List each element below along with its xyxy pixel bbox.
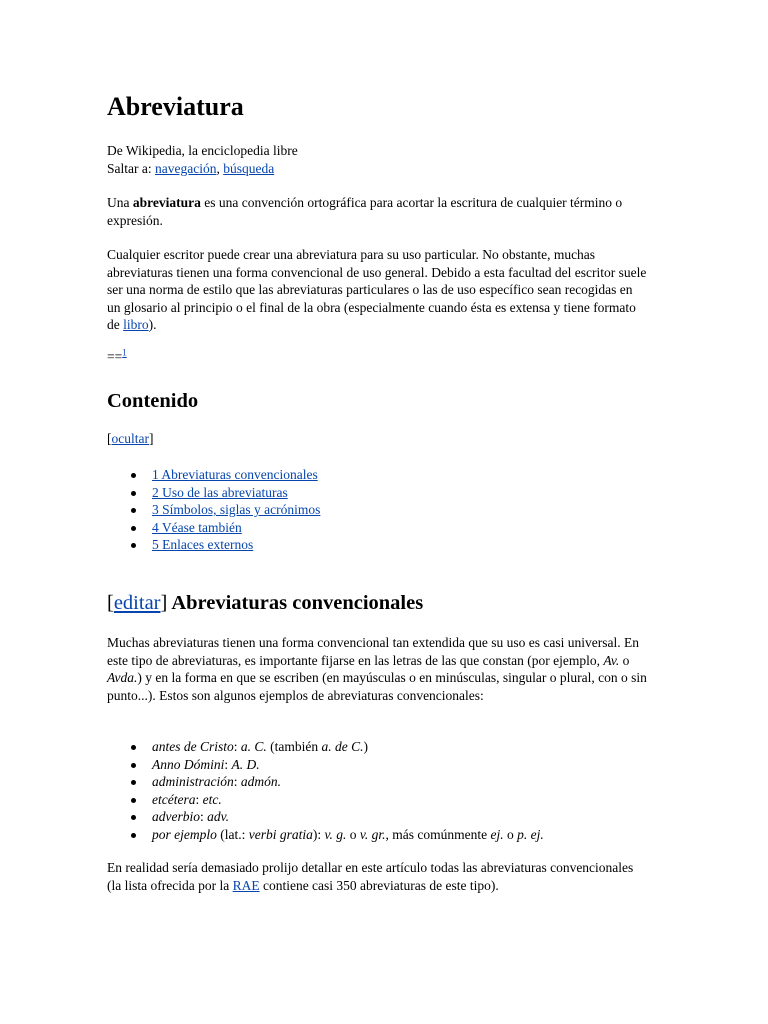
list-item — [107, 773, 647, 791]
list-item — [107, 826, 647, 844]
toc-item — [107, 519, 647, 537]
stray-marker — [107, 348, 647, 366]
bracket: ] — [148, 431, 154, 446]
example-abbr: etc. — [202, 791, 222, 807]
examples-list — [107, 738, 647, 843]
bracket: ] — [160, 592, 168, 614]
body-text: , más comúnmente — [385, 826, 491, 842]
libro-link[interactable]: libro — [123, 317, 149, 332]
example-abbr: v. g. — [324, 826, 347, 842]
example-abbr: a. de C. — [321, 739, 364, 754]
section1-paragraph-1 — [107, 634, 647, 704]
list-item — [107, 738, 647, 756]
toc-list — [107, 466, 647, 554]
example-abbr: Avda. — [107, 670, 138, 685]
toc-link-5[interactable]: 5 Enlaces externos — [152, 537, 254, 552]
body-text: ): — [312, 826, 325, 842]
toc-heading: Contenido — [107, 390, 199, 412]
toc-hide-link[interactable]: ocultar — [111, 431, 149, 446]
list-item — [107, 791, 647, 809]
example-term: por ejemplo — [152, 826, 217, 842]
body-text: Muchas abreviaturas tienen una forma convencional tan extendida que su uso es casi universal. En este tipo de abreviaturas, es importante fijarse en las letras de las que constan (por ejemplo, — [107, 635, 639, 668]
example-abbr: Av. — [603, 652, 620, 668]
list-item — [107, 808, 647, 826]
rae-link[interactable]: RAE — [232, 877, 260, 893]
example-abbr: adv. — [207, 809, 230, 824]
example-abbr: v. gr. — [359, 826, 386, 842]
intro-text: Una — [107, 195, 133, 210]
bracket: [ — [107, 592, 114, 614]
example-term: antes de Cristo — [152, 739, 234, 754]
tagline: De Wikipedia, la enciclopedia libre — [107, 143, 298, 158]
example-term: Anno Dómini — [152, 756, 225, 772]
intro-text: ). — [148, 317, 157, 332]
example-abbr: A. D. — [231, 756, 260, 772]
toc-link-1[interactable]: 1 Abreviaturas convencionales — [152, 467, 318, 482]
separator: : — [233, 774, 241, 789]
article-header — [107, 142, 647, 177]
section1-paragraph-2 — [107, 859, 647, 894]
reference-link[interactable]: 1 — [122, 347, 127, 358]
separator: : — [233, 739, 241, 754]
intro-paragraph-1 — [107, 194, 647, 229]
jump-links — [107, 160, 647, 178]
toc-toggle — [107, 430, 647, 448]
toc-link-2[interactable]: 2 Uso de las abreviaturas — [152, 484, 288, 500]
section-title: Abreviaturas convencionales — [167, 592, 424, 614]
body-text: (lat.: — [216, 826, 249, 842]
toc-link-4[interactable]: 4 Véase también — [152, 519, 242, 535]
stray-marker-text: == — [107, 349, 123, 364]
example-abbr: ej. — [490, 826, 504, 842]
body-text: ) — [363, 739, 369, 754]
term-bold: abreviatura — [132, 195, 201, 210]
list-item — [107, 756, 647, 774]
search-link[interactable]: búsqueda — [223, 160, 275, 176]
example-abbr: p. ej. — [517, 826, 544, 842]
navigation-link[interactable]: navegación — [154, 160, 217, 176]
section-heading-abreviaturas-convencionales — [107, 591, 423, 615]
edit-section-link[interactable]: editar — [113, 592, 161, 614]
example-abbr: admón. — [240, 774, 282, 789]
body-text: o — [346, 826, 360, 842]
example-term: verbi gratia — [248, 826, 313, 842]
body-text: En realidad sería demasiado prolijo detallar en este artículo todas las abreviaturas convencionales (la lista ofrecida por la — [107, 860, 634, 893]
body-text: (también — [266, 739, 322, 754]
separator: : — [195, 791, 203, 807]
intro-text: es una convención ortográfica para acortar la escritura de cualquier término o expresión. — [107, 195, 623, 228]
toc-item — [107, 501, 647, 519]
toc-link-3[interactable]: 3 Símbolos, siglas y acrónimos — [152, 502, 321, 517]
body-text: contiene casi 350 abreviaturas de este tipo). — [259, 877, 499, 893]
example-term: administración — [152, 774, 234, 789]
example-term: adverbio — [152, 809, 200, 824]
example-term: etcétera — [152, 791, 196, 807]
bracket: [ — [107, 431, 112, 446]
jump-separator: , — [216, 160, 224, 176]
page-title: Abreviatura — [107, 92, 244, 121]
body-text: o — [619, 652, 630, 668]
jump-prefix: Saltar a: — [107, 160, 155, 176]
toc-item — [107, 536, 647, 554]
separator: : — [224, 756, 232, 772]
toc-item — [107, 466, 647, 484]
separator: : — [200, 809, 208, 824]
intro-paragraph-2 — [107, 246, 647, 334]
intro-text: Cualquier escritor puede crear una abreviatura para su uso particular. No obstante, muchas abreviaturas tienen una forma convencional de uso general. Debido a esta facultad del escritor suele ser una norma de estilo que las abreviaturas particulares o las de uso específico sean recogidas en un glosario al principio o el final de la obra (especialmente cuando ésta es extensa y tiene formato de — [107, 247, 647, 332]
body-text: o — [503, 826, 518, 842]
toc-item — [107, 484, 647, 502]
example-abbr: a. C. — [240, 739, 267, 754]
body-text: ) y en la forma en que se escriben (en mayúsculas o en minúsculas, singular o plural, con o sin punto...). Estos son algunos ejemplos de abreviaturas convencionales: — [107, 670, 647, 703]
